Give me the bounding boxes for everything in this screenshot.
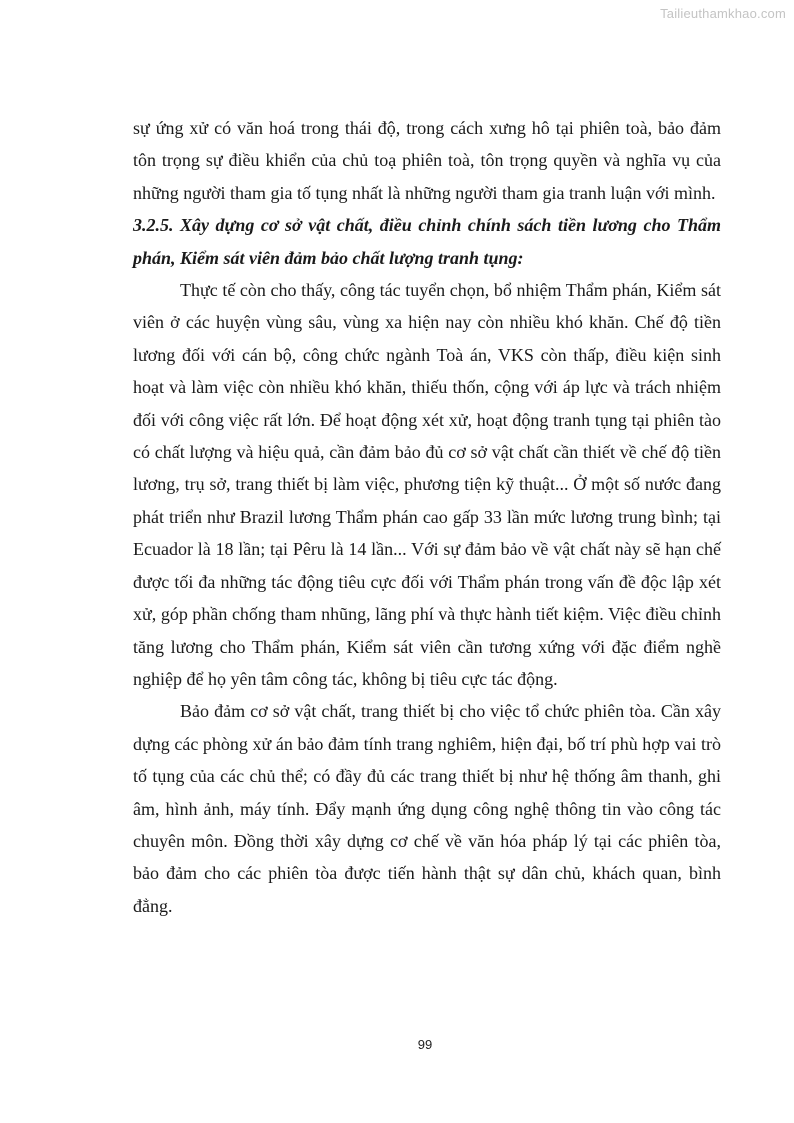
page-number: 99 [417, 1037, 433, 1052]
document-body [133, 112, 721, 922]
paragraph-salary: Thực tế còn cho thấy, công tác tuyển chọn, bổ nhiệm Thẩm phán, Kiểm sát viên ở các huyện vùng sâu, vùng xa hiện nay còn nhiều khó khăn. Chế độ tiền lương đối với cán bộ, công chức ngành Toà án, VKS còn thấp, điều kiện sinh hoạt và làm việc còn nhiều khó khăn, thiếu thốn, cộng với áp lực và trách nhiệm đối với công việc rất lớn. Để hoạt động xét xử, hoạt động tranh tụng tại phiên tào có chất lượng và hiệu quả, cần đảm bảo đủ cơ sở vật chất cần thiết về chế độ tiền lương, trụ sở, trang thiết bị làm việc, phương tiện kỹ thuật... Ở một số nước đang phát triển như Brazil lương Thẩm phán cao gấp 33 lần mức lương trung bình; tại Ecuador là 18 lần; tại Pêru là 14 lần... Với sự đảm bảo về vật chất này sẽ hạn chế được tối đa những tác động tiêu cực đối với Thẩm phán trong vấn đề độc lập xét xử, góp phần chống tham nhũng, lãng phí và thực hành tiết kiệm. Việc điều chỉnh tăng lương cho Thẩm phán, Kiểm sát viên cần tương xứng với đặc điểm nghề nghiệp để họ yên tâm công tác, không bị tiêu cực tác động. [133, 280, 721, 689]
watermark-text: Tailieuthamkhao.com [660, 6, 786, 21]
section-heading: 3.2.5. Xây dựng cơ sở vật chất, điều chỉnh chính sách tiền lương cho Thẩm phán, Kiểm sát viên đảm bảo chất lượng tranh tụng: [133, 215, 721, 268]
paragraph-facilities: Bảo đảm cơ sở vật chất, trang thiết bị cho việc tổ chức phiên tòa. Cần xây dựng các phòng xử án bảo đảm tính trang nghiêm, hiện đại, bố trí phù hợp vai trò tố tụng của các chủ thể; có đầy đủ các trang thiết bị như hệ thống âm thanh, ghi âm, hình ảnh, máy tính. Đẩy mạnh ứng dụng công nghệ thông tin vào công tác chuyên môn. Đồng thời xây dựng cơ chế về văn hóa pháp lý tại các phiên tòa, bảo đảm cho các phiên tòa được tiến hành thật sự dân chủ, khách quan, bình đẳng. [133, 701, 721, 916]
paragraph-continuation: sự ứng xử có văn hoá trong thái độ, trong cách xưng hô tại phiên toà, bảo đảm tôn trọng sự điều khiển của chủ toạ phiên toà, tôn trọng quyền và nghĩa vụ của những người tham gia tố tụng nhất là những người tham gia tranh luận với mình. [133, 118, 721, 203]
